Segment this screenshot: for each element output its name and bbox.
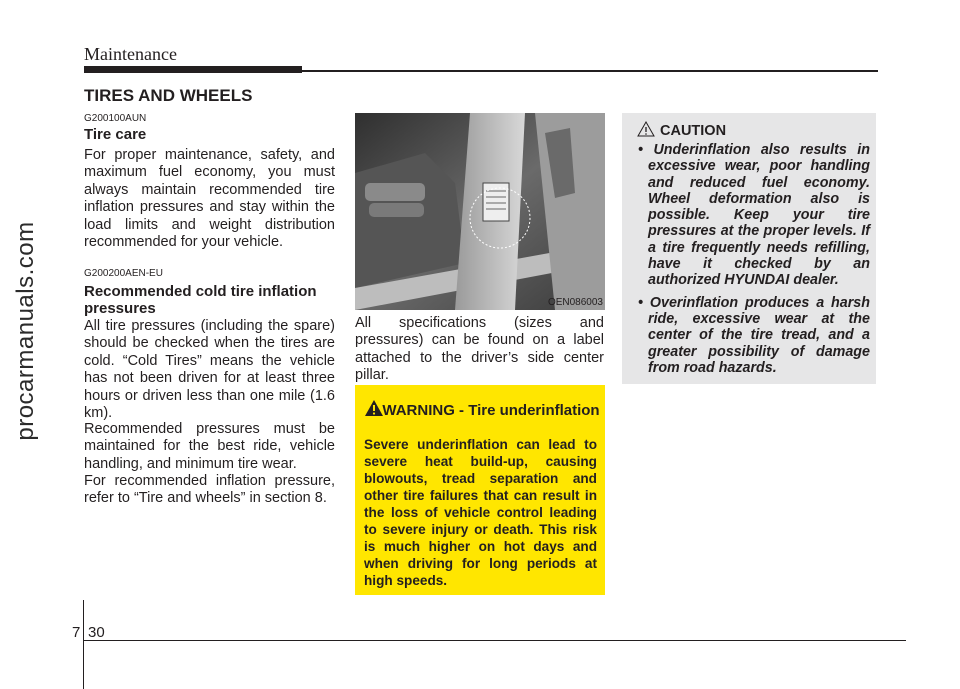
subheading-cold-pressures: Recommended cold tire inflation pressures (84, 283, 317, 317)
section-code: G200200AEN-EU (84, 268, 163, 279)
paragraph-tire-care: For proper maintenance, safety, and maximum fuel economy, you must always maintain recommended tire inflation pressures and stay within the load limits and weight distribution recommended for your vehicle. (84, 147, 335, 251)
paragraph-recommended: Recommended pressures must be maintained for the best ride, vehicle handling, and minimum tire wear. (84, 421, 335, 472)
caution-triangle-icon (637, 121, 655, 142)
pillar-label-photo (355, 113, 605, 310)
door-pillar-illustration (355, 113, 605, 310)
watermark: procarmanuals.com (12, 221, 39, 441)
subheading-tire-care: Tire care (84, 126, 147, 143)
header-rule-thin (302, 70, 878, 72)
caution-title: CAUTION (660, 123, 727, 139)
image-code: OEN086003 (547, 297, 603, 308)
warning-title: WARNING - Tire underinflation (382, 402, 600, 419)
header-rule-thick (84, 66, 302, 73)
footer-rule (84, 640, 906, 641)
paragraph-specifications: All specifications (sizes and pressures) can be found on a label attached to the driver’s side center pillar. (355, 315, 604, 384)
section-title: TIRES AND WHEELS (84, 86, 253, 105)
warning-body: Severe underinflation can lead to severe heat build-up, causing blowouts, tread separation and other tire failures that can result in the loss of vehicle control leading to severe injury or death. This risk is much higher on hot days and when driving for long periods at high speeds. (364, 437, 597, 588)
header-title: Maintenance (84, 44, 177, 64)
caution-list (632, 142, 870, 382)
paragraph-refer: For recommended inflation pressure, refer to “Tire and wheels” in section 8. (84, 473, 335, 507)
chapter-number: 7 (72, 624, 81, 641)
paragraph-cold-pressures: All tire pressures (including the spare) should be checked when the tires are cold. “Cold Tires” means the vehicle has not been driven for at least three hours or driven less than one mile (1.6 km). (84, 318, 335, 422)
section-code: G200100AUN (84, 113, 147, 124)
page-number: 30 (88, 624, 105, 641)
caution-item: • Underinflation also results in excessive wear, poor handling and reduced fuel economy. Wheel deformation also is possible. Keep your tire pressures at the proper levels. If a tire frequently needs refilling, have it checked by an authorized HYUNDAI dealer. (638, 142, 870, 289)
caution-item: • Overinflation produces a harsh ride, excessive wear at the center of the tire tread, and a greater possibility of damage from road hazards. (638, 294, 870, 376)
margin-rule (83, 600, 84, 689)
